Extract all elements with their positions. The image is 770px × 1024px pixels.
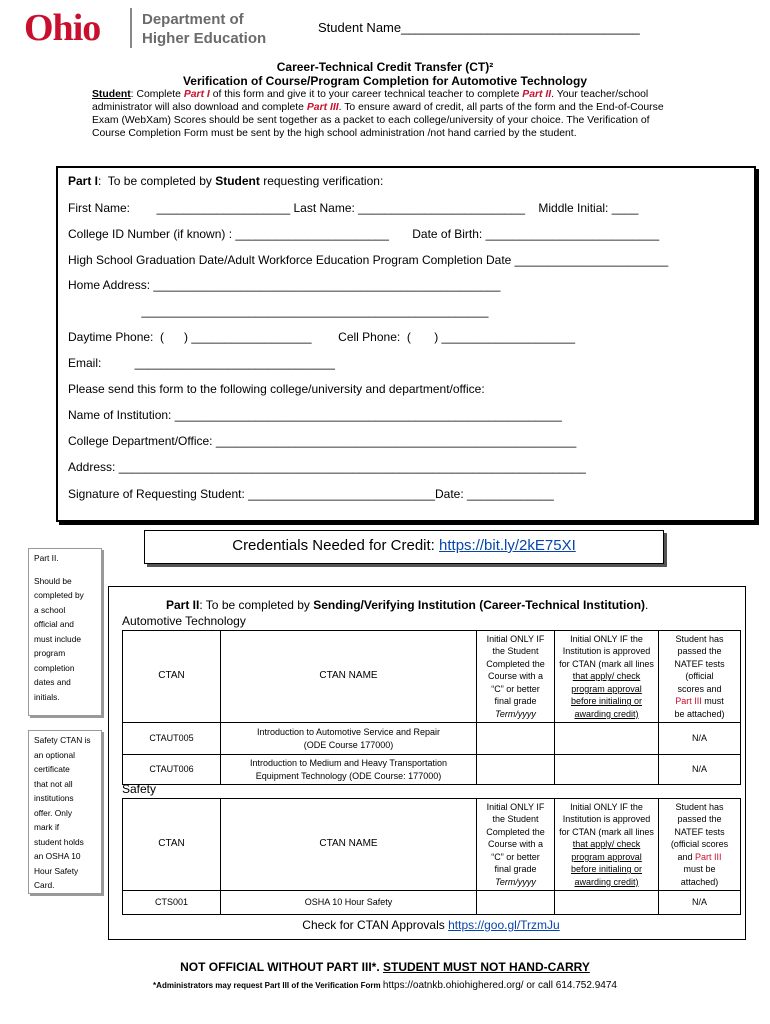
dept-logo-text: [142, 10, 266, 48]
sidebar-note-line: program: [34, 648, 66, 658]
intro-paragraph: [92, 88, 682, 140]
title-line-1: Career-Technical Credit Transfer (CT)²: [276, 60, 494, 74]
ctan-code: CTAUT005: [123, 723, 221, 755]
student-initial-cell[interactable]: [477, 891, 555, 915]
email-field[interactable]: Email: ______________________________: [68, 356, 335, 370]
logo-divider: [130, 8, 132, 48]
col-student-initial: Initial ONLY IF the Student Completed the Course with a “C” or better final grade Term/yyyy: [477, 799, 555, 891]
ctan-name: Introduction to Medium and Heavy Transportation Equipment Technology (ODE Course: 177000): [221, 755, 477, 785]
admin-link[interactable]: https://oatnkb.ohiohighered.org/ or call 614.752.9474: [382, 980, 617, 991]
credentials-box: [144, 530, 664, 564]
table-row: [123, 891, 741, 915]
sidebar-note-line: official and: [34, 619, 74, 629]
sidebar-note-line: Card.: [34, 880, 55, 890]
table-header-row: [123, 799, 741, 891]
header: [24, 4, 744, 52]
intro-part1: Part I: [183, 89, 210, 100]
col-natef: Student has passed the NATEF tests (official scores and Part III must be attached): [659, 799, 741, 891]
intro-student-label: Student: [92, 89, 131, 100]
home-address-line-2[interactable]: ____________________________________________________: [68, 304, 489, 318]
section-automotive: Automotive Technology: [122, 614, 246, 628]
institution-initial-cell[interactable]: [555, 891, 659, 915]
sidebar-note-line: Hour Safety: [34, 865, 79, 876]
part2-title: Part II: To be completed by Sending/Verifying Institution (Career-Technical Institution).: [166, 598, 649, 612]
student-initial-cell[interactable]: [477, 755, 555, 785]
title-line-2: Verification of Course/Program Completion for Automotive Technology: [182, 74, 588, 88]
col-ctan-name: CTAN NAME: [221, 799, 477, 891]
section-safety: Safety: [122, 782, 157, 796]
sidebar-note-line: Should be: [34, 575, 72, 586]
table-row: [123, 723, 741, 755]
sidebar-note-line: dates and: [34, 677, 71, 687]
intro-text-2: of this form and give it to your career technical teacher to complete: [209, 89, 523, 100]
student-initial-cell[interactable]: [477, 723, 555, 755]
sidebar-note-line: initials.: [34, 691, 60, 702]
sidebar-note-line: an OSHA 10: [34, 851, 81, 861]
sidebar-note-line: a school: [34, 604, 66, 615]
hs-graduation-field[interactable]: High School Graduation Date/Adult Workforce Education Program Completion Date _______________________: [68, 253, 669, 267]
ctan-name: Introduction to Automotive Service and Repair (ODE Course 177000): [221, 723, 477, 755]
safety-ctan-table: [122, 798, 741, 915]
intro-part3: Part III: [306, 102, 339, 113]
check-approvals-label: Check for CTAN Approvals: [302, 918, 449, 932]
institution-address-field[interactable]: Address: ______________________________________________________________________: [68, 460, 586, 474]
intro-text-1: : Complete: [130, 89, 184, 100]
credentials-link[interactable]: https://bit.ly/2kE75XI: [439, 537, 576, 554]
col-institution-initial: Initial ONLY IF the Institution is approved for CTAN (mark all lines that apply/ check program approval before initialing or awarding credit): [555, 799, 659, 891]
sidebar-note-line: an optional: [34, 749, 75, 760]
sidebar-note-line: must include: [34, 633, 82, 644]
phone-fields[interactable]: Daytime Phone: ( ) __________________ Cell Phone: ( ) ____________________: [68, 330, 576, 344]
ctan-name: OSHA 10 Hour Safety: [221, 891, 477, 915]
col-ctan-name: CTAN NAME: [221, 631, 477, 723]
ctan-code: CTAUT006: [123, 755, 221, 785]
institution-initial-cell[interactable]: [555, 723, 659, 755]
student-name-field[interactable]: Student Name_________________________________: [318, 20, 640, 35]
part1-heading: Part I: To be completed by Student requesting verification:: [68, 174, 384, 188]
sidebar-note-title: Part II.: [34, 553, 59, 563]
col-ctan: CTAN: [123, 799, 221, 891]
institution-initial-cell[interactable]: [555, 755, 659, 785]
ctan-code: CTS001: [123, 891, 221, 915]
sidebar-note-part2: [28, 548, 102, 716]
sidebar-note-safety: [28, 730, 102, 894]
form-title: [0, 60, 770, 88]
sidebar-note-line: certificate: [34, 764, 70, 774]
dept-line-2: Higher Education: [142, 30, 267, 47]
intro-text-3: . Your teacher/school administrator will also download and complete: [92, 89, 649, 113]
check-approvals: [0, 918, 770, 932]
sidebar-note-line: that not all: [34, 778, 73, 789]
college-id-dob-fields[interactable]: College ID Number (if known) : _______________________ Date of Birth: __________________________: [68, 227, 660, 241]
table-header-row: [123, 631, 741, 723]
sidebar-note-line: institutions: [34, 793, 74, 803]
signature-date-field[interactable]: Signature of Requesting Student: ____________________________Date: _____________: [68, 487, 554, 501]
intro-part2: Part II: [522, 89, 552, 100]
sidebar-note-line: mark if: [34, 822, 60, 832]
col-institution-initial: Initial ONLY IF the Institution is approved for CTAN (mark all lines that apply/ check program approval before initialing or awarding credit): [555, 631, 659, 723]
send-instruction: Please send this form to the following college/university and department/office:: [68, 382, 485, 396]
check-approvals-link[interactable]: https://goo.gl/TrzmJu: [448, 918, 560, 932]
automotive-ctan-table: [122, 630, 741, 785]
credentials-label: Credentials Needed for Credit:: [232, 537, 440, 554]
table-row: [123, 755, 741, 785]
natef-cell: N/A: [659, 755, 741, 785]
sidebar-note-line: student holds: [34, 836, 84, 847]
admin-note: *Administrators may request Part III of the Verification Form https://oatnkb.ohiohighered.org/ or call 614.752.9474: [153, 980, 617, 991]
institution-name-field[interactable]: Name of Institution: __________________________________________________________: [68, 408, 562, 422]
natef-cell: N/A: [659, 723, 741, 755]
college-department-field[interactable]: College Department/Office: ______________________________________________________: [68, 434, 577, 448]
sidebar-note-line: Safety CTAN is: [34, 735, 91, 745]
sidebar-note-line: offer. Only: [34, 807, 73, 818]
not-official-notice: NOT OFFICIAL WITHOUT PART III*. STUDENT MUST NOT HAND-CARRY: [180, 960, 590, 974]
col-natef: Student has passed the NATEF tests (official scores and Part III must be attached): [659, 631, 741, 723]
home-address-field[interactable]: Home Address: ____________________________________________________: [68, 278, 501, 292]
natef-cell: N/A: [659, 891, 741, 915]
intro-text-4: . To ensure award of credit, all parts of the form and the End-of-Course Exam (WebXam) Scores should be sent together as a packet to each college/university of your choice. The Verification of Course Completion Form must be sent by the high school administration /not hand carried by the student.: [92, 102, 664, 139]
ohio-logo: Ohio: [24, 7, 101, 49]
col-ctan: CTAN: [123, 631, 221, 723]
dept-line-1: Department of: [142, 11, 244, 28]
sidebar-note-line: completed by: [34, 590, 84, 600]
first-last-name-fields[interactable]: First Name: ____________________ Last Name: _________________________ Middle Initial: ____: [68, 201, 639, 215]
sidebar-note-line: completion: [34, 662, 75, 673]
col-student-initial: Initial ONLY IF the Student Completed the Course with a “C” or better final grade Term/yyyy: [477, 631, 555, 723]
